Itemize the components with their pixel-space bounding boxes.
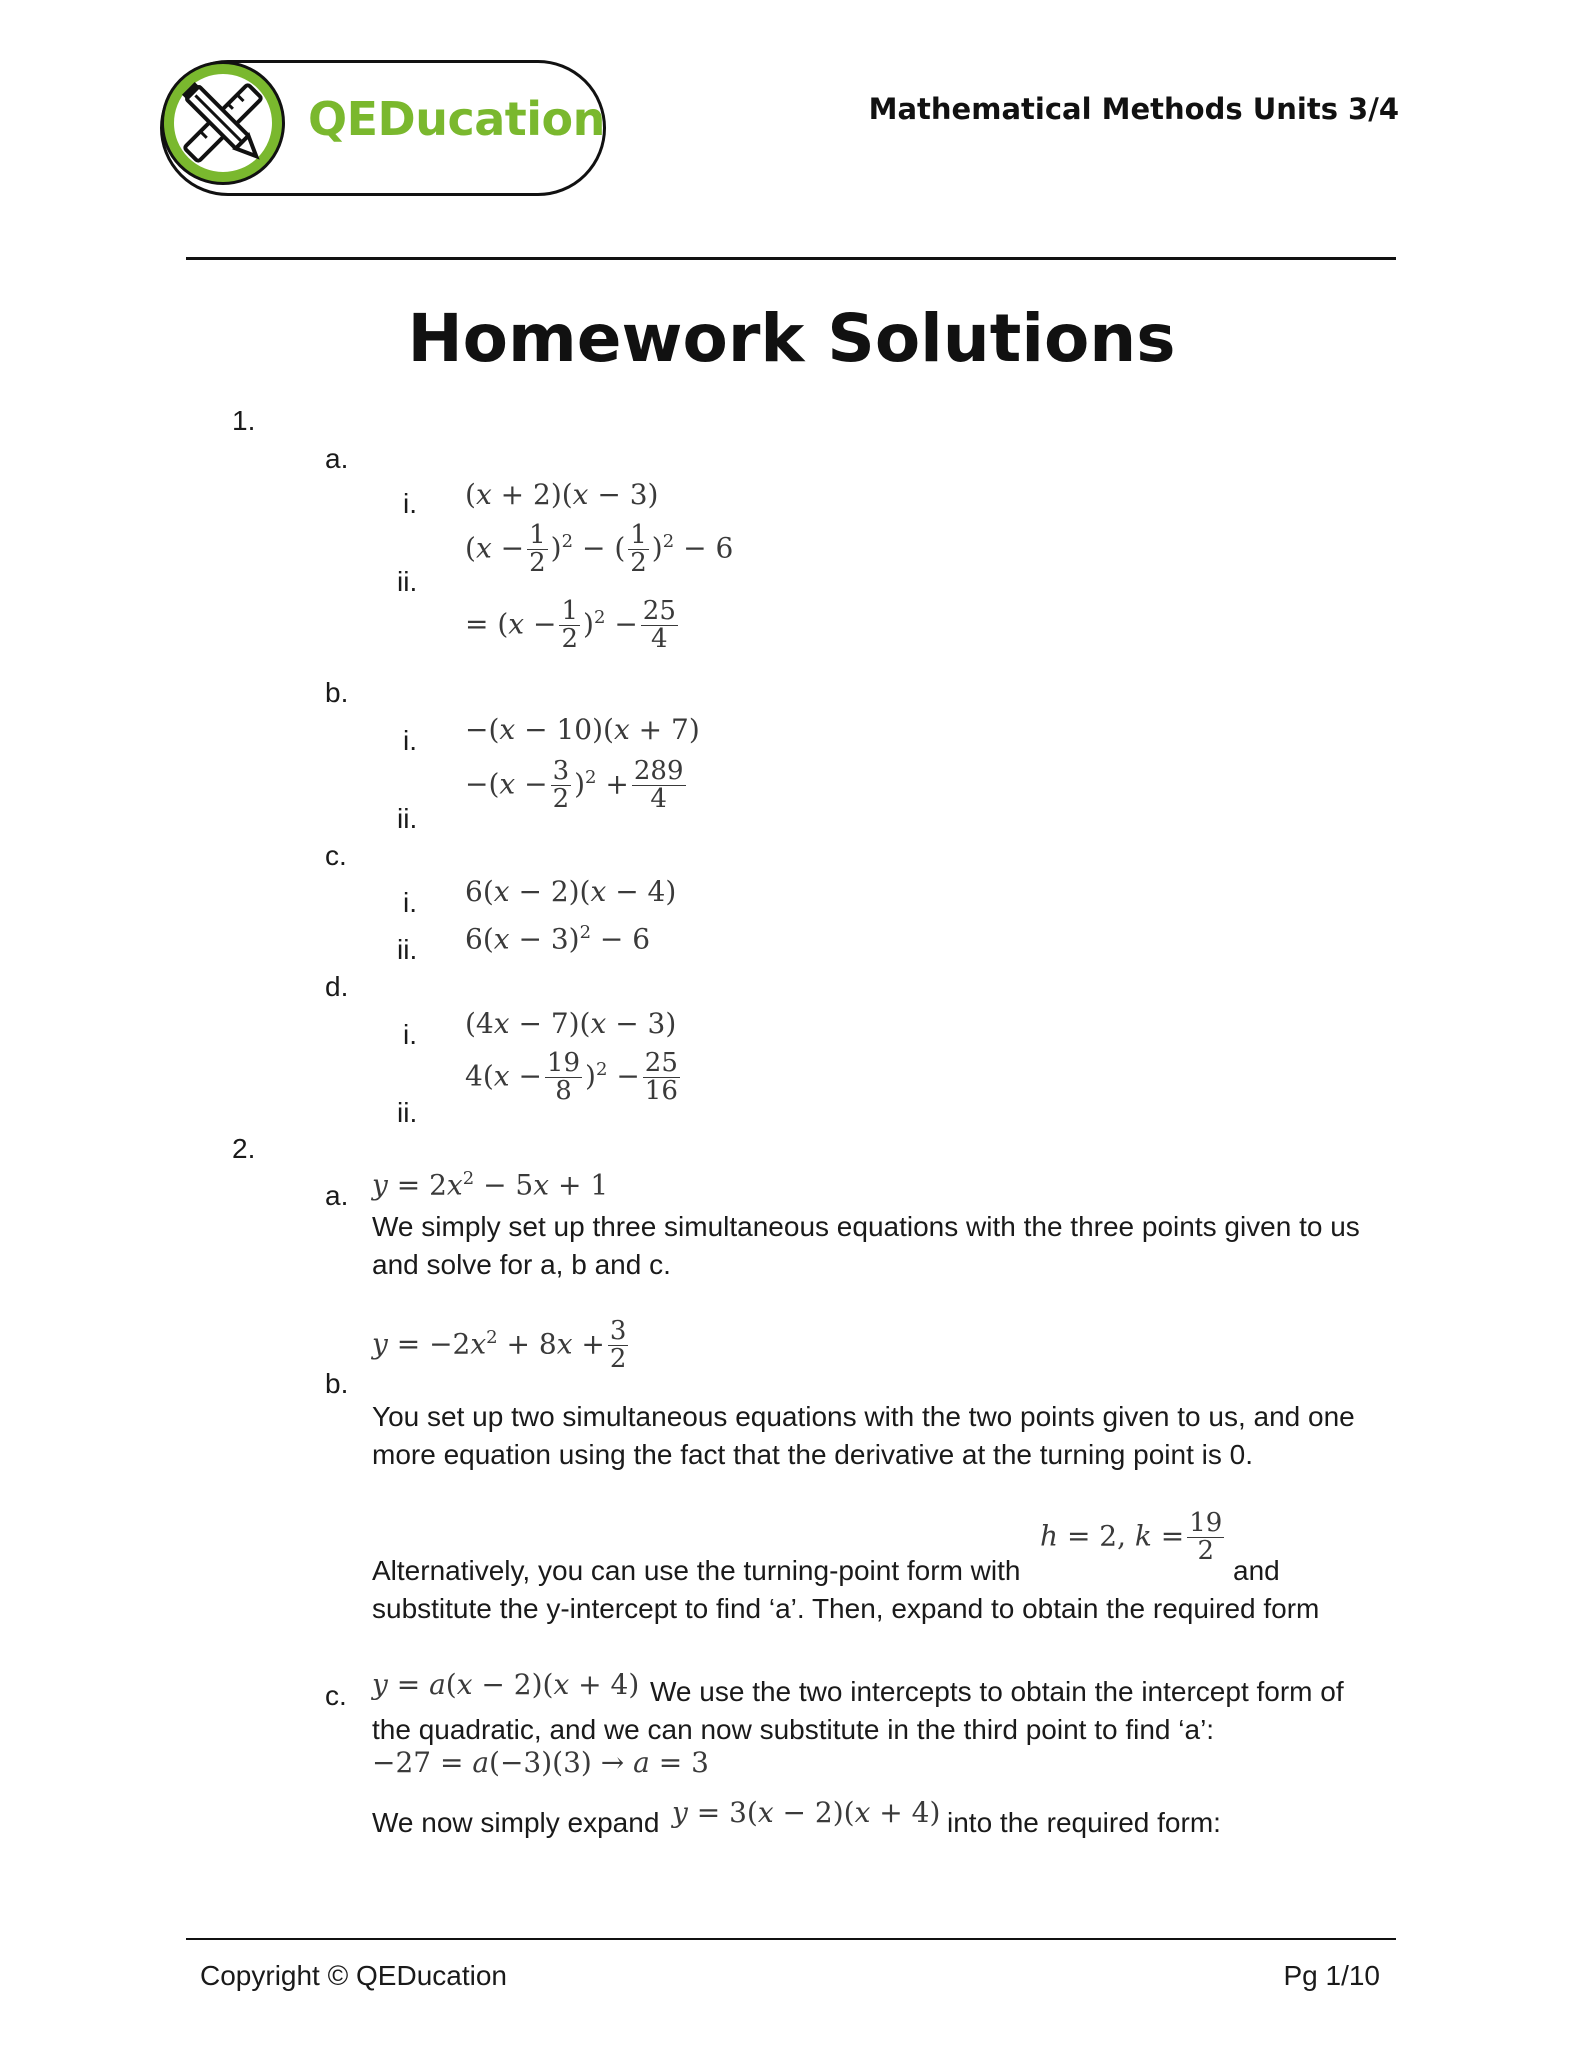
q1b-i-label: i. xyxy=(403,725,417,756)
course-title: Mathematical Methods Units 3/4 xyxy=(868,92,1399,126)
q2c-expand-expr: y = 3(x − 2)(x + 4) xyxy=(672,1796,941,1829)
q2b-alt-expr: h = 2, k = $\frac{19}{2}$ xyxy=(1040,1508,1223,1567)
q2c-text-line3-start: We now simply expand xyxy=(372,1807,660,1838)
q1a-ii-expr2: = (x − $\frac{1}{2}$ )$^2$ − $\frac{25}{4}$ xyxy=(465,596,676,655)
q2b-alt-text-line2: substitute the y-intercept to find ‘a’. Then, expand to obtain the required form xyxy=(372,1593,1320,1624)
q1d-ii-expr: 4(x − $\frac{19}{8}$ )$^2$ − $\frac{25}{16}$ xyxy=(465,1048,678,1107)
q1a-ii-expr1: (x − $\frac{1}{2}$ )$^2$ − ( $\frac{1}{2}$ )$^2$ − 6 xyxy=(465,520,734,579)
q1d-i-label: i. xyxy=(403,1019,417,1050)
q1c-ii-expr: $6(x - 3)^2 - 6$ xyxy=(465,922,651,956)
q1b-i-expr: −(x − 10)(x + 7) xyxy=(465,713,700,746)
footer-copyright: Copyright © QEDucation xyxy=(200,1960,507,1991)
pencil-ruler-icon xyxy=(158,58,288,188)
q1c-i-expr: 6(x − 2)(x − 4) xyxy=(465,875,677,908)
footer-page-number: Pg 1/10 xyxy=(1283,1960,1380,1991)
footer-divider xyxy=(186,1938,1396,1940)
q1b-ii-label: ii. xyxy=(397,803,418,834)
q2c-text-line3-end: into the required form: xyxy=(947,1807,1221,1838)
q1b-label: b. xyxy=(325,677,349,708)
q1a-i-expr: (x + 2)(x − 3) xyxy=(465,478,659,511)
q1a-ii-label: ii. xyxy=(397,566,418,597)
q2b-expr: $y = -2x^2 + 8x$ + $\frac{3}{2}$ xyxy=(372,1316,627,1375)
q2b-explanation: You set up two simultaneous equations with the two points given to us, and one more equation using the fact that the derivative at the turning point is 0. xyxy=(372,1401,1355,1470)
header-divider xyxy=(186,257,1396,260)
q2c-label: c. xyxy=(325,1680,347,1711)
logo-text: QEDucation xyxy=(308,92,605,146)
q1a-label: a. xyxy=(325,443,349,474)
q2a-explanation: We simply set up three simultaneous equations with the three points given to us and solve for a, b and c. xyxy=(372,1211,1360,1280)
q1c-i-label: i. xyxy=(403,887,417,918)
q2b-alt-text-and: and xyxy=(1233,1555,1280,1586)
q1d-label: d. xyxy=(325,971,349,1002)
q1a-i-label: i. xyxy=(403,488,417,519)
q1b-ii-expr: −(x − $\frac{3}{2}$ )$^2$ + $\frac{289}{4}$ xyxy=(465,756,684,815)
question-1-number: 1. xyxy=(232,405,256,436)
q1c-label: c. xyxy=(325,840,347,871)
logo-badge xyxy=(158,58,288,188)
q2c-substitution-expr: −27 = a(−3)(3) → a = 3 xyxy=(372,1746,709,1779)
question-2-number: 2. xyxy=(232,1133,256,1164)
q2b-alt-text-start: Alternatively, you can use the turning-point form with xyxy=(372,1555,1021,1586)
q2c-text-line1: We use the two intercepts to obtain the intercept form of xyxy=(650,1676,1344,1707)
page-title: Homework Solutions xyxy=(407,300,1176,377)
q2a-label: a. xyxy=(325,1180,349,1211)
q2b-label: b. xyxy=(325,1368,349,1399)
q1c-ii-label: ii. xyxy=(397,934,418,965)
q2c-text-line2: the quadratic, and we can now substitute in the third point to find ‘a’: xyxy=(372,1714,1215,1745)
q1d-i-expr: (4x − 7)(x − 3) xyxy=(465,1007,677,1040)
q2a-expr: $y = 2x^2 - 5x + 1$ xyxy=(372,1168,609,1202)
q1d-ii-label: ii. xyxy=(397,1097,418,1128)
q2c-expr: y = a(x − 2)(x + 4) xyxy=(372,1668,640,1701)
